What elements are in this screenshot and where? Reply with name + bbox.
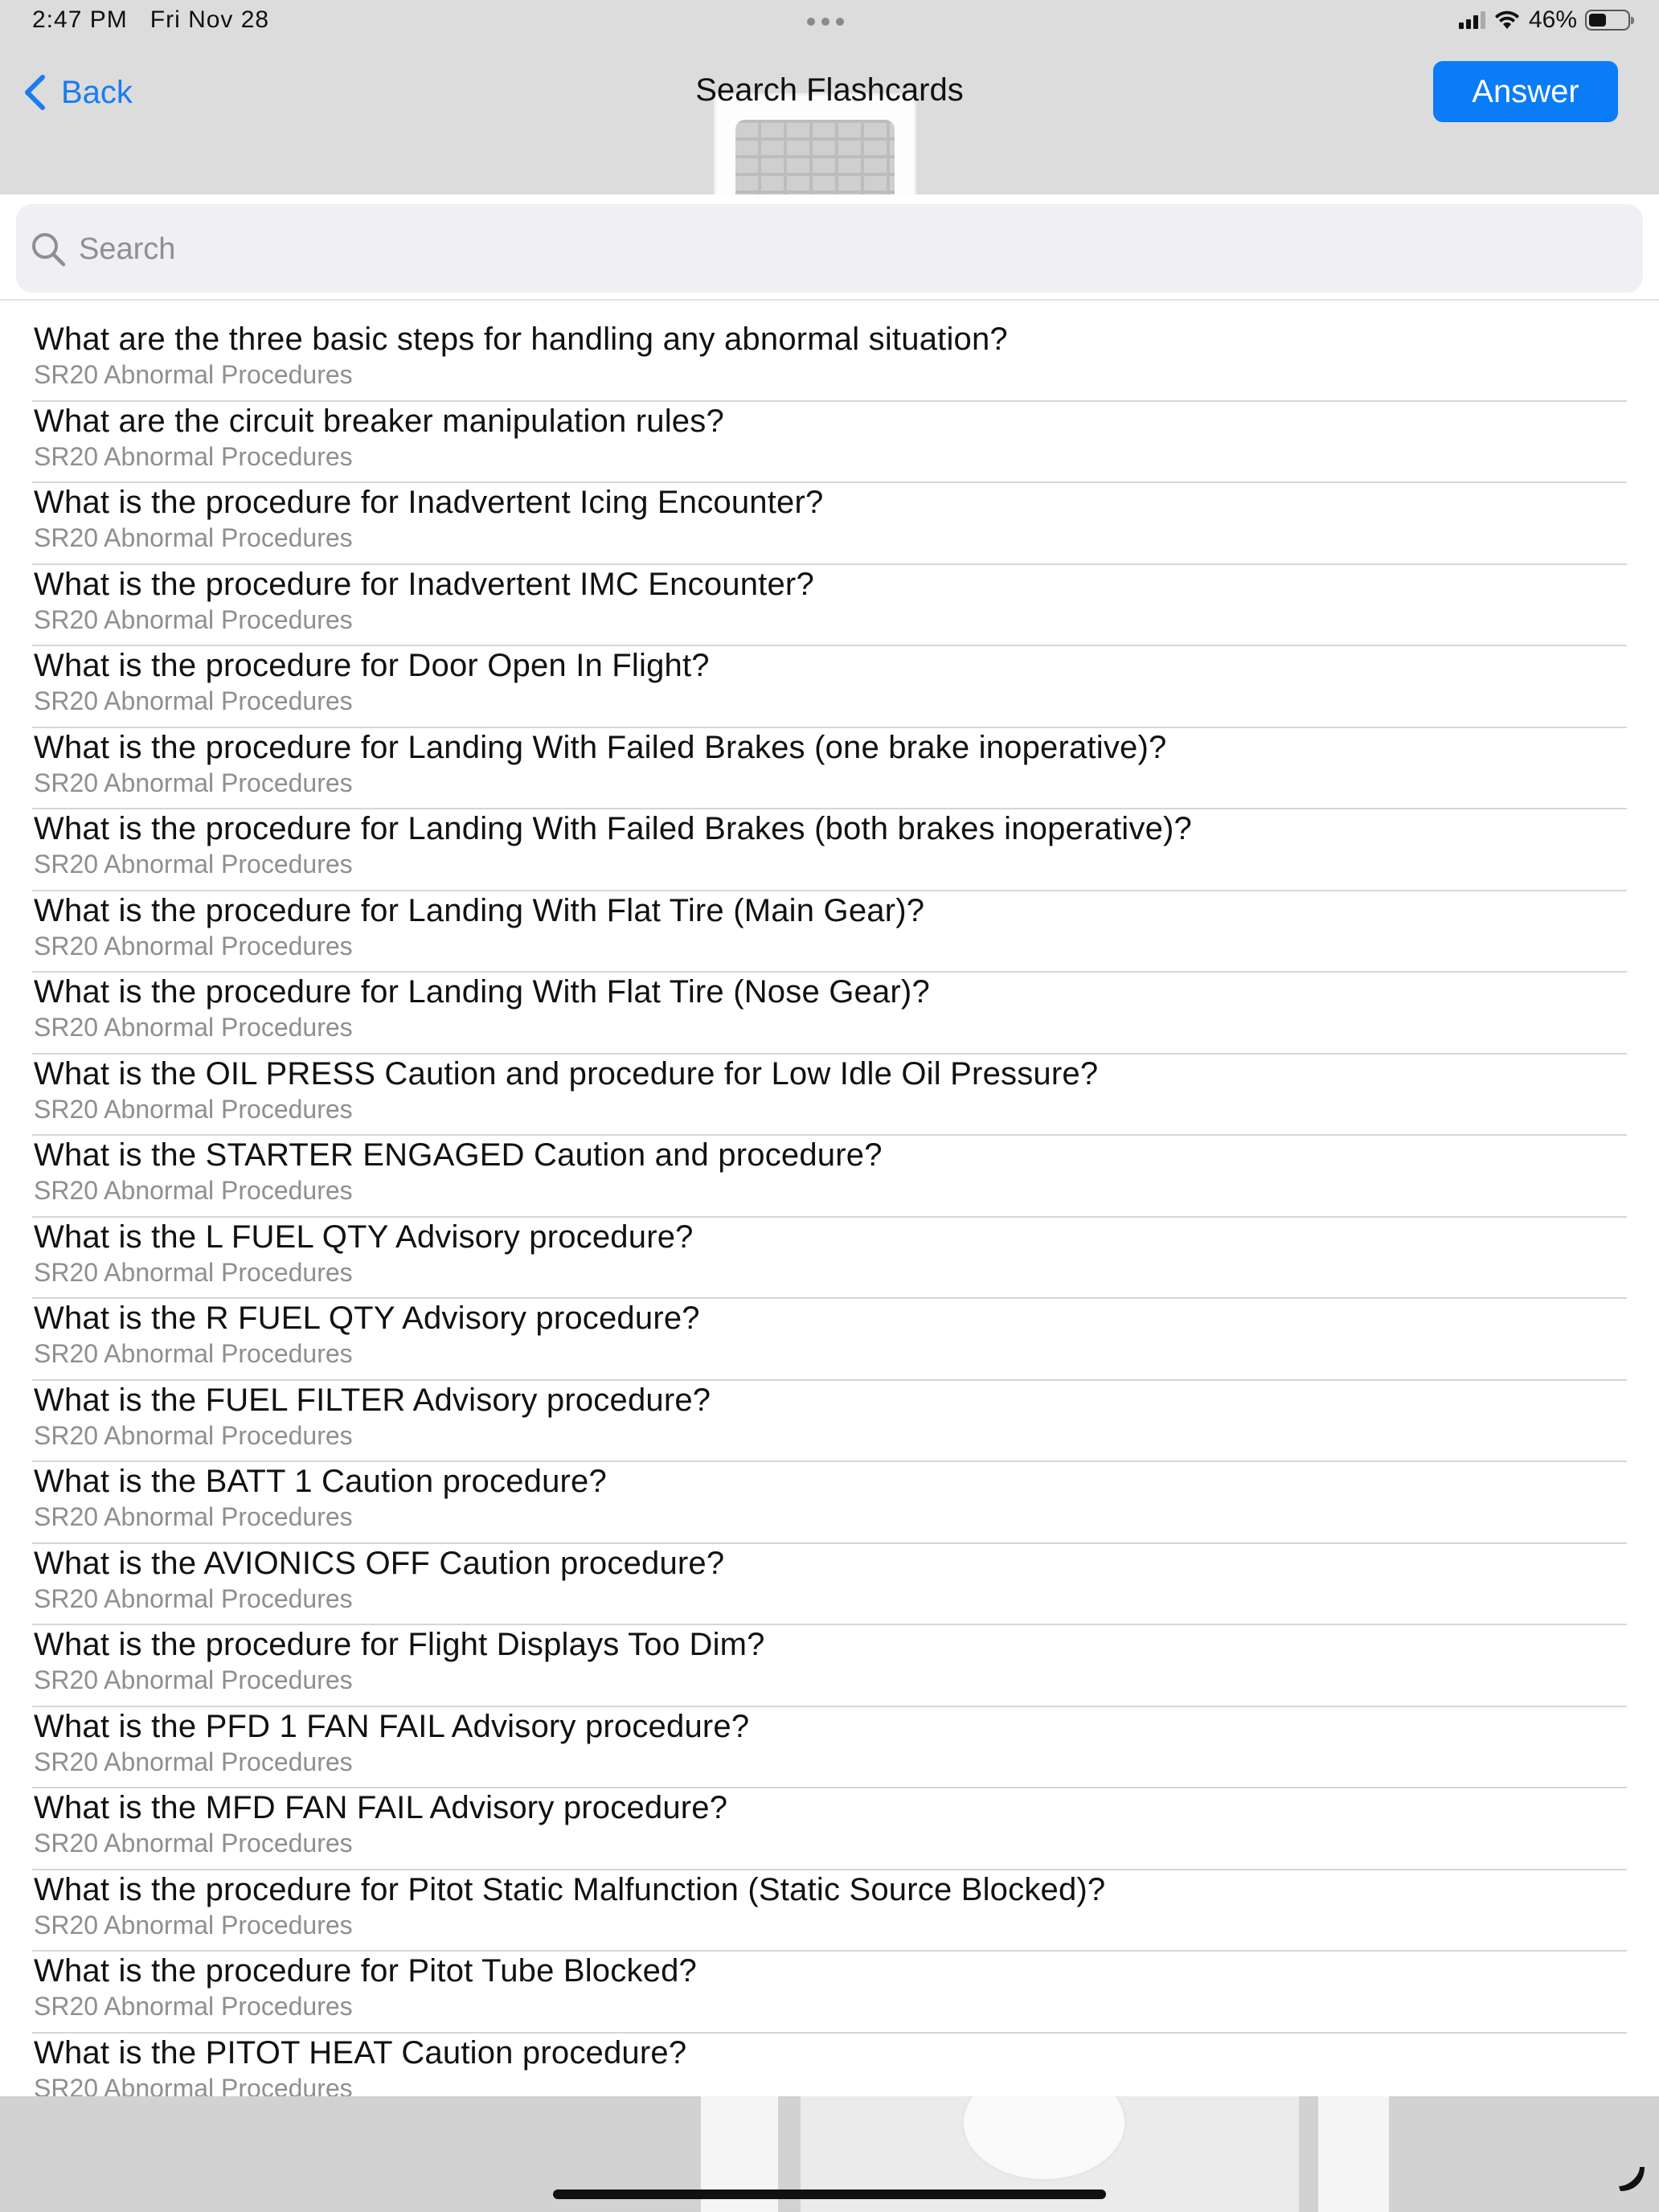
flashcard-row[interactable]: [32, 1544, 1627, 1626]
wifi-icon: [1493, 10, 1521, 31]
status-date: Fri Nov 28: [150, 6, 270, 33]
flashcard-list: [0, 320, 1659, 2096]
chevron-left-icon: [23, 74, 47, 111]
flashcard-row[interactable]: [32, 565, 1627, 647]
battery-icon: [1585, 10, 1630, 31]
flashcard-question: What is the procedure for Inadvertent IMC Encounter?: [34, 566, 814, 602]
flashcard-row[interactable]: [32, 1625, 1627, 1707]
flashcard-question: What is the procedure for Pitot Static Malfunction (Static Source Blocked)?: [34, 1871, 1106, 1907]
status-bar: [0, 0, 1659, 45]
navigation-bar: [0, 45, 1659, 195]
flashcard-category: SR20 Abnormal Procedures: [34, 1583, 353, 1613]
flashcard-category: SR20 Abnormal Procedures: [34, 768, 353, 797]
flashcard-row[interactable]: [32, 402, 1627, 484]
flashcard-category: SR20 Abnormal Procedures: [34, 1502, 353, 1531]
flashcard-category: SR20 Abnormal Procedures: [34, 1013, 353, 1042]
flashcard-category: SR20 Abnormal Procedures: [34, 1176, 353, 1205]
flashcard-category: SR20 Abnormal Procedures: [34, 1747, 353, 1776]
flashcard-category: SR20 Abnormal Procedures: [34, 1992, 353, 2021]
flashcard-question: What is the AVIONICS OFF Caution procedure?: [34, 1545, 725, 1581]
flashcard-row[interactable]: [32, 483, 1627, 565]
page-title: Search Flashcards: [695, 72, 964, 108]
flashcard-category: SR20 Abnormal Procedures: [34, 441, 353, 471]
flashcard-question: What is the procedure for Pitot Tube Blocked?: [34, 1953, 697, 1989]
flashcard-search-content: [0, 195, 1659, 2096]
flashcard-category: SR20 Abnormal Procedures: [34, 1094, 353, 1124]
flashcard-question: What is the OIL PRESS Caution and procedure for Low Idle Oil Pressure?: [34, 1055, 1099, 1092]
flashcard-question: What are the circuit breaker manipulation rules?: [34, 403, 724, 439]
flashcard-question: What is the MFD FAN FAIL Advisory procedure?: [34, 1790, 728, 1825]
flashcard-question: What is the procedure for Landing With Flat Tire (Main Gear)?: [34, 892, 925, 928]
battery-level-fill: [1589, 14, 1606, 27]
flashcard-question: What is the L FUEL QTY Advisory procedure?: [34, 1219, 694, 1255]
signal-icon: [1459, 11, 1485, 29]
flashcard-category: SR20 Abnormal Procedures: [34, 1257, 353, 1287]
flashcard-question: What is the STARTER ENGAGED Caution and procedure?: [34, 1137, 883, 1173]
flashcard-category: SR20 Abnormal Procedures: [34, 1910, 353, 1940]
flashcard-category: SR20 Abnormal Procedures: [34, 1339, 353, 1368]
flashcard-row[interactable]: [32, 1952, 1627, 2034]
status-time-date: [32, 6, 269, 34]
flashcard-question: What is the PITOT HEAT Caution procedure?: [34, 2034, 687, 2071]
flashcard-row[interactable]: [32, 891, 1627, 973]
flashcard-row[interactable]: [32, 1381, 1627, 1463]
flashcard-row[interactable]: [32, 1707, 1627, 1789]
flashcard-category: SR20 Abnormal Procedures: [34, 523, 353, 552]
flashcard-row[interactable]: [32, 646, 1627, 728]
background-stripe: [1318, 2096, 1389, 2212]
flashcard-row[interactable]: [32, 1299, 1627, 1381]
flashcard-row[interactable]: [32, 1218, 1627, 1300]
flashcard-category: SR20 Abnormal Procedures: [34, 604, 353, 634]
status-indicators: [1459, 6, 1630, 34]
flashcard-question: What is the procedure for Flight Displays Too Dim?: [34, 1627, 765, 1662]
divider: [0, 299, 1659, 301]
flashcard-question: What are the three basic steps for handling any abnormal situation?: [34, 322, 1008, 357]
flashcard-question: What is the BATT 1 Caution procedure?: [34, 1464, 607, 1499]
flashcard-row[interactable]: [32, 1788, 1627, 1870]
flashcard-row[interactable]: [32, 1462, 1627, 1544]
battery-percent: 46%: [1528, 6, 1577, 33]
flashcard-category: SR20 Abnormal Procedures: [34, 1665, 353, 1694]
flashcard-category: SR20 Abnormal Procedures: [34, 360, 353, 389]
search-icon: [29, 230, 68, 268]
flashcard-question: What is the procedure for Door Open In Flight?: [34, 648, 710, 683]
flashcard-row[interactable]: [32, 973, 1627, 1055]
flashcard-row[interactable]: [32, 809, 1627, 891]
flashcard-category: SR20 Abnormal Procedures: [34, 1829, 353, 1858]
home-indicator[interactable]: [553, 2189, 1106, 2199]
multitasking-dots-icon[interactable]: [807, 18, 844, 26]
search-bar[interactable]: [16, 204, 1643, 293]
back-button-label: Back: [61, 74, 133, 110]
phone-icon: [1616, 2162, 1648, 2194]
flashcard-question: What is the procedure for Landing With Flat Tire (Nose Gear)?: [34, 974, 930, 1010]
answer-button[interactable]: Answer: [1433, 61, 1618, 122]
flashcard-row[interactable]: [32, 1136, 1627, 1218]
flashcard-category: SR20 Abnormal Procedures: [34, 2073, 353, 2096]
flashcard-question: What is the PFD 1 FAN FAIL Advisory procedure?: [34, 1708, 750, 1744]
flashcard-category: SR20 Abnormal Procedures: [34, 686, 353, 715]
flashcard-question: What is the procedure for Inadvertent Icing Encounter?: [34, 485, 824, 520]
flashcard-row[interactable]: [32, 1870, 1627, 1952]
flashcard-question: What is the procedure for Landing With Failed Brakes (one brake inoperative)?: [34, 729, 1167, 765]
flashcard-row[interactable]: [32, 1055, 1627, 1137]
flashcard-category: SR20 Abnormal Procedures: [34, 850, 353, 879]
flashcard-question: What is the FUEL FILTER Advisory procedure?: [34, 1382, 711, 1418]
flashcard-row[interactable]: [32, 2034, 1627, 2097]
flashcard-category: SR20 Abnormal Procedures: [34, 1420, 353, 1450]
back-button[interactable]: [23, 74, 133, 111]
flashcard-question: What is the procedure for Landing With Failed Brakes (both brakes inoperative)?: [34, 811, 1192, 846]
status-time: 2:47 PM: [32, 6, 128, 33]
search-input[interactable]: [77, 204, 1608, 294]
flashcard-row[interactable]: [32, 728, 1627, 810]
bottom-background: [0, 2096, 1659, 2212]
flashcard-category: SR20 Abnormal Procedures: [34, 931, 353, 961]
flashcard-row[interactable]: [32, 320, 1627, 402]
flashcard-question: What is the R FUEL QTY Advisory procedure?: [34, 1301, 700, 1336]
